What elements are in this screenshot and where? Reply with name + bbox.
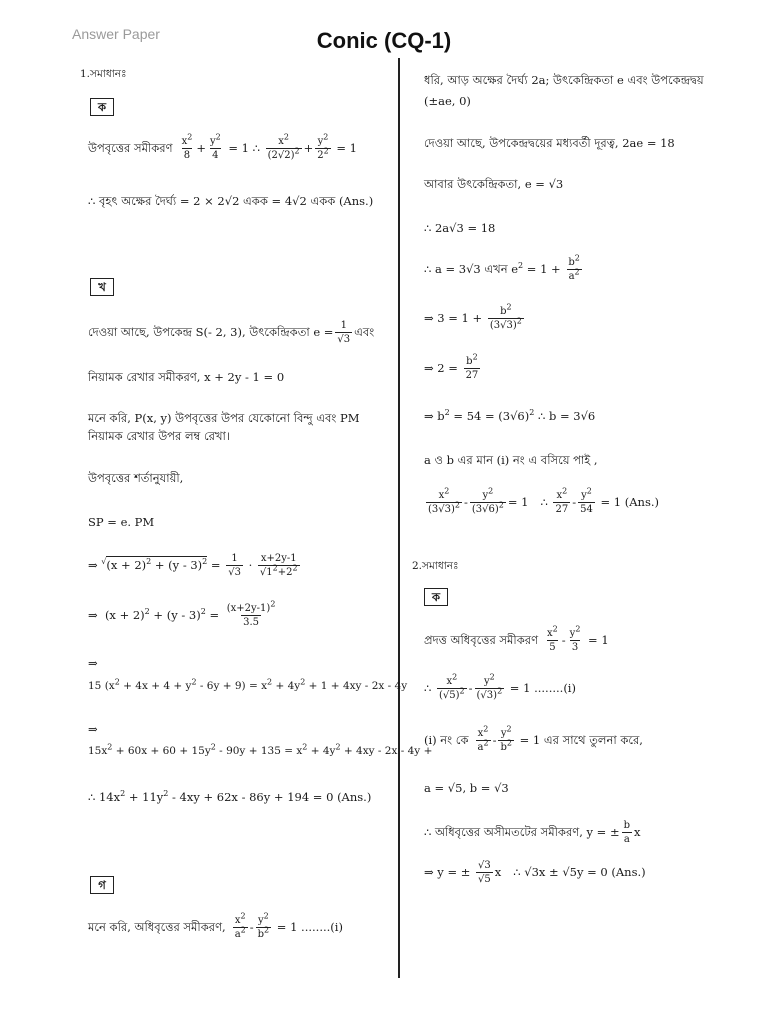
q1-kha-arrow4: ⇒	[88, 722, 98, 736]
frac-y2-b2: $\frac{y^2}{b^2}$	[257, 911, 270, 940]
q1-ga-assume: মনে করি, অধিবৃত্তের সমীকরণ,	[88, 919, 226, 934]
frac-y2-3root6: $\frac{y^2}{(3√6)^2}$	[471, 486, 504, 515]
frac-x2-a2: $x^2$ $a^2$	[234, 911, 246, 940]
frac-y2-4: $\frac{y^2}{4}$	[209, 132, 221, 161]
q1-ka-badge: ক	[90, 98, 114, 116]
q1-kha-badge: খ	[90, 278, 114, 296]
q1-ga-equation: মনে করি, অধিবৃত্তের সমীকরণ, $x^2$ $a^2$ - $\frac{y^2}{b^2}$ = 1 ........(i)	[88, 911, 343, 940]
q1-cont-l8: ⇒ 2 = $\frac{b^2}{27}$	[424, 352, 479, 381]
q1-ka-eq-lead: উপবৃত্তের সমীকরণ	[88, 140, 173, 155]
q1-cont-l9: ⇒ $b^2 = 54 = (3√6)^2$ ∴ b = 3√6	[424, 408, 596, 423]
q1-kha-given	[88, 320, 374, 345]
frac-x2-2root2: $x^2$ $(2√2)^2$	[267, 132, 300, 161]
frac-squared-over-3-5: $\frac{(x+2y-1)^2}{3.5}$	[226, 599, 276, 628]
q2-ka-compare-lead: (i) নং কে	[424, 732, 469, 747]
q1-kha-arrow3: ⇒	[88, 656, 98, 670]
q1-cont-l10: a ও b এর মান (i) নং এ বসিয়ে পাই ,	[424, 453, 598, 467]
q2-ka-given-text: প্রদত্ত অধিবৃত্তের সমীকরণ	[424, 632, 539, 647]
q2-ka-asymptote: ∴ অধিবৃত্তের অসীমতটের সমীকরণ, y = ± $\frac{b}{a}$ x	[424, 820, 641, 845]
q1-ga-badge: গ	[90, 876, 114, 894]
column-divider	[398, 58, 400, 978]
frac-y2-22: $\frac{y^2}{2^2}$	[317, 132, 329, 161]
answer-paper-label: Answer Paper	[72, 26, 160, 42]
q1-kha-sp-pm: SP = e. PM	[88, 515, 155, 529]
q1-cont-l1: ধরি, আড় অক্ষের দৈর্ঘ্য 2a; উৎকেন্দ্রিকতা e এবং উপকেন্দ্রদ্বয়	[424, 73, 704, 87]
page-title: Conic (CQ-1)	[316, 28, 452, 53]
frac-x2-27: $x^2$ 27	[555, 486, 569, 515]
q2-ka-given: প্রদত্ত অধিবৃত্তের সমীকরণ $x^2$ 5 - $\frac{y^2}{3}$ = 1	[424, 624, 609, 653]
frac-x2-a2-b: $x^2$ $a^2$	[477, 724, 489, 753]
q1-cont-l6: ∴ a = 3√3 এখন $e^2 = 1$ + $\frac{b^2}{a^2}$	[424, 253, 580, 282]
q1-heading: 1.সমাধানঃ	[80, 68, 127, 80]
q1-kha-step3: 15 $(x^2 + 4x + 4 + y^2 - 6y + 9) = x^2 + 4y^2 + 1 + 4xy - 2x - 4y$	[88, 677, 408, 692]
q1-kha-condition: উপবৃত্তের শর্তানুযায়ী,	[88, 471, 184, 485]
frac-1-root3: $\frac{1}{√3}$	[228, 553, 241, 578]
q1-kha-given-and: এবং	[354, 324, 375, 339]
q1-cont-l2: (±ae, 0)	[424, 94, 471, 108]
q1-kha-given-text: দেওয়া আছে, উপকেন্দ্র S(- 2, 3), উৎকেন্দ্রিকতা e =	[88, 324, 334, 339]
frac-line-distance: x+2y-1 $√1^2+2^2$	[259, 553, 298, 578]
frac-b-a: $\frac{b}{a}$	[623, 820, 631, 845]
frac-b2-27: $\frac{b^2}{27}$	[465, 352, 479, 381]
q1-kha-result: ∴ $14x^2 + 11y^2 - 4xy + 62x - 86y + 194 = 0$ (Ans.)	[88, 789, 372, 804]
frac-root3-root5: $\frac{√3}{√5}$	[478, 860, 491, 885]
q2-ka-compare-tail: এর সাথে তুলনা করে,	[543, 732, 643, 747]
q2-ka-ab: a = √5, b = √3	[424, 781, 509, 795]
q1-cont-l11: $x^2$ $(3√3)^2$ - $\frac{y^2}{(3√6)^2}$ = 1 ∴ $x^2$ 27 - $\frac{y^2}{54}$ = 1 (Ans.)	[428, 486, 660, 515]
frac-e-1-root3: $\frac{1}{√3}$	[337, 320, 351, 345]
q1-kha-assume-1: মনে করি, P(x, y) উপবৃত্তের উপর যেকোনো বিন্দু এবং PM	[88, 411, 360, 425]
frac-y2-root3: $\frac{y^2}{(√3)^2}$	[476, 672, 503, 701]
q1-kha-step1: ⇒ $^√(x + 2)^2 + (y - 3)^2$ = $\frac{1}{√3}$ · x+2y-1 $√1^2+2^2$	[88, 553, 298, 578]
q2-ka-final: ⇒ y = ± $\frac{√3}{√5}$ x ∴ √3x ± √5y = 0 (Ans.)	[424, 860, 646, 885]
q2-ka-asym-text: ∴ অধিবৃত্তের অসীমতটের সমীকরণ, y = ±	[424, 824, 620, 839]
frac-x2-5: $x^2$ 5	[547, 624, 558, 653]
q1-kha-step2: ⇒ $(x + 2)^2 + (y - 3)^2$ = $\frac{(x+2y-1)^2}{3.5}$	[88, 599, 276, 628]
frac-y2-b2-b: $\frac{y^2}{b^2}$	[500, 724, 512, 753]
q1-ka-major-axis: ∴ বৃহৎ অক্ষের দৈর্ঘ্য = 2 × 2√2 একক = 4√2 একক (Ans.)	[88, 194, 374, 208]
q1-ka-equation: উপবৃত্তের সমীকরণ $x^2$ 8 + $\frac{y^2}{4}$ = 1 ∴ $x^2$ $(2√2)^2$ + $\frac{y^2}{2^2}$ = 1	[88, 132, 357, 161]
q2-ka-rewrite: ∴ $x^2$ $(√5)^2$ - $\frac{y^2}{(√3)^2}$ = 1 ........(i)	[424, 672, 576, 701]
frac-b2-3root3: $\frac{b^2}{(3√3)^2}$	[489, 302, 522, 331]
frac-x2-3root3: $x^2$ $(3√3)^2$	[428, 486, 460, 515]
q1-cont-l3: দেওয়া আছে, উপকেন্দ্রদ্বয়ের মধ্যবর্তী দূরত্ব, 2ae = 18	[424, 136, 675, 150]
frac-b2-a2: $\frac{b^2}{a^2}$	[568, 253, 580, 282]
frac-y2-3: $\frac{y^2}{3}$	[569, 624, 581, 653]
frac-x2-8: $x^2$ 8	[181, 132, 193, 161]
q1-kha-assume-2: নিয়ামক রেখার উপর লম্ব রেখা।	[88, 429, 230, 443]
frac-x2-root5: $x^2$ $(√5)^2$	[438, 672, 465, 701]
q2-heading: 2.সমাধানঃ	[412, 560, 459, 572]
q1-cont-l4: আবার উৎকেন্দ্রিকতা, e = √3	[424, 177, 564, 191]
q1-kha-directrix: নিয়ামক রেখার সমীকরণ, x + 2y - 1 = 0	[88, 370, 285, 384]
frac-y2-54: $\frac{y^2}{54}$	[580, 486, 593, 515]
q2-ka-compare: (i) নং কে $x^2$ $a^2$ - $\frac{y^2}{b^2}$ = 1 এর সাথে তুলনা করে,	[424, 724, 643, 753]
q1-cont-l5: ∴ 2a√3 = 18	[424, 221, 496, 235]
q1-kha-step4: $15x^2 + 60x + 60 + 15y^2 - 90y + 135 = x^2 + 4y^2 + 4xy - 2x - 4y$ +	[88, 742, 433, 757]
q1-cont-l7: ⇒ 3 = 1 + $\frac{b^2}{(3√3)^2}$	[424, 302, 522, 331]
q2-ka-badge: ক	[424, 588, 448, 606]
